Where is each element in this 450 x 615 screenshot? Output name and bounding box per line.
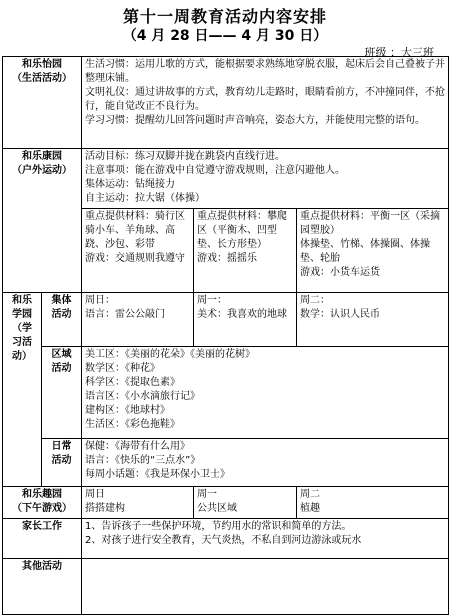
jiti-day-1 — [194, 293, 297, 347]
zone-climbing — [194, 209, 297, 293]
yiliyuan-content — [82, 57, 449, 149]
head-text: 家长工作 — [22, 521, 62, 532]
text-line: 游戏：交通规则我遵守 — [85, 253, 185, 264]
head-text: 其他活动 — [22, 561, 62, 572]
kangyuan-content — [82, 149, 449, 209]
daily-line: 语言：《快乐的“三点水”》 — [85, 455, 201, 466]
day-text — [300, 488, 445, 516]
section-head-xueyuan — [3, 293, 42, 487]
row-yiliyuan — [3, 57, 449, 149]
row-xueyuan-richang — [3, 439, 449, 487]
zone-balance — [297, 209, 449, 293]
day-text — [85, 488, 190, 516]
sub-head-richang — [42, 439, 82, 487]
text-line: 活动 — [51, 363, 72, 374]
page-title: 第十一周教育活动内容安排 — [122, 7, 327, 26]
day-text — [85, 294, 190, 322]
area-line: 数学区：《种花》 — [85, 363, 160, 374]
text-line: 和乐怡园 — [22, 59, 62, 70]
text-line: （户外运动） — [12, 165, 72, 176]
habit-line: 生活习惯：运用儿歌的方式，能根据要求熟练地穿脱衣服，起床后会自己叠被子并整理床铺。 — [85, 59, 445, 84]
text-line: 搭搭建构 — [85, 503, 125, 514]
text-line: 习活 — [12, 337, 32, 348]
text-line: （生活活动） — [12, 73, 72, 84]
head-text — [6, 58, 78, 86]
zone-text — [197, 210, 293, 266]
date-range: （4 月 28 日—— 4 月 30 日） — [122, 28, 328, 44]
daily-line: 保健：《海带有什么用》 — [85, 441, 190, 452]
text-line: 周一 — [197, 489, 217, 500]
goal-line: 活动目标：练习双脚并拢在跳袋内直线行进。 — [85, 151, 285, 162]
text-line: 重点提供材料：骑行区 — [85, 211, 185, 222]
text-line: 游戏：摇摇乐 — [197, 253, 257, 264]
quyuan-day-0 — [82, 487, 194, 519]
quyuan-day-2 — [297, 487, 449, 519]
zone-text — [85, 210, 190, 266]
richang-content — [82, 439, 449, 487]
parent-line: 1、告诉孩子一些保护环境，节约用水的常识和简单的方法。 — [85, 521, 352, 532]
note-line: 注意事项：能在游戏中自觉遵守游戏规则，注意闪避他人。 — [85, 165, 345, 176]
row-kangyuan-top — [3, 149, 449, 209]
daily-line: 每周小话题：《我是环保小卫士》 — [85, 469, 230, 480]
area-line: 生活区：《彩色拖鞋》 — [85, 419, 180, 430]
area-line: 建构区：《地球村》 — [85, 405, 170, 416]
text-line: 游戏：小货车运货 — [300, 267, 380, 278]
schedule-table — [2, 56, 449, 615]
row-quyuan — [3, 487, 449, 519]
text-line: 体操垫、竹梯、体操圈、体操垫、轮胎 — [300, 239, 430, 264]
section-head-quyuan — [3, 487, 82, 519]
zone-text — [300, 210, 445, 280]
quyu-content — [82, 347, 449, 439]
text-line: 重点提供材料：攀爬区（平衡木、凹型垫、长方形垫） — [197, 211, 287, 250]
head-text — [6, 294, 38, 364]
section-head-qita — [3, 559, 82, 615]
etiquette-line: 文明礼仪：通过讲故事的方式，教育幼儿走路时，眼睛看前方，不冲撞同伴，不抢行，能自觉改正不良行为。 — [85, 87, 445, 112]
text-line: （学 — [12, 323, 32, 334]
day-text — [197, 488, 293, 516]
free-sport-line: 自主运动：拉大锯（体操） — [85, 193, 205, 204]
class-label: 班级 ：大三班 — [364, 46, 434, 59]
text-line: 动） — [12, 351, 32, 362]
jiazhang-content — [82, 519, 449, 559]
text-line: 周二： — [300, 295, 330, 306]
text-line: 重点提供材料：平衡一区（采摘园塑胶） — [300, 211, 440, 236]
group-sport-line: 集体运动：钻绳接力 — [85, 179, 175, 190]
row-xueyuan-jiti — [3, 293, 449, 347]
text-line: 区域 — [51, 349, 72, 360]
sub-head-text — [45, 348, 78, 376]
qita-content — [82, 559, 449, 615]
section-head-kangyuan — [3, 149, 82, 293]
row-qita — [3, 559, 449, 615]
text-line: 公共区域 — [197, 503, 237, 514]
text-line: 和乐 — [12, 295, 32, 306]
text-line: 植趣 — [300, 503, 320, 514]
jiti-day-2 — [297, 293, 449, 347]
text-line: 集体 — [51, 295, 72, 306]
row-xueyuan-quyu — [3, 347, 449, 439]
text-line: 周日 — [85, 489, 105, 500]
sub-head-quyu — [42, 347, 82, 439]
text-line: 和乐康园 — [22, 151, 62, 162]
area-line: 语言区：《小水滴旅行记》 — [85, 391, 200, 402]
text-line: （下午游戏） — [12, 503, 72, 514]
sub-head-jiti — [42, 293, 82, 347]
sub-head-text — [45, 294, 78, 322]
text-line: 学园 — [12, 309, 32, 320]
text-line: 美术：我喜欢的地球 — [197, 309, 287, 320]
zone-riding — [82, 209, 194, 293]
jiti-day-0 — [82, 293, 194, 347]
area-line: 美工区：《美丽的花朵》《美丽的花树》 — [85, 349, 255, 360]
text-line: 骑小车、羊角球、高跷、沙包、彩带 — [85, 225, 175, 250]
head-text — [6, 488, 78, 516]
text-line: 周二 — [300, 489, 320, 500]
study-line: 学习习惯：提醒幼儿回答问题时声音响亮，姿态大方，并能使用完整的语句。 — [85, 115, 425, 126]
text-line: 周一： — [197, 295, 227, 306]
day-text — [197, 294, 293, 322]
sub-head-text — [45, 440, 78, 468]
section-head-yiliyuan — [3, 57, 82, 149]
section-head-jiazhang — [3, 519, 82, 559]
text-line: 周日： — [85, 295, 115, 306]
text-line: 活动 — [51, 455, 72, 466]
text-line: 语言：雷公公敲门 — [85, 309, 165, 320]
quyuan-day-1 — [194, 487, 297, 519]
text-line: 日常 — [51, 441, 72, 452]
text-line: 活动 — [51, 309, 72, 320]
text-line: 数学：认识人民币 — [300, 309, 380, 320]
row-jiazhang — [3, 519, 449, 559]
text-line: 和乐趣园 — [22, 489, 62, 500]
area-line: 科学区：《提取色素》 — [85, 377, 180, 388]
parent-line: 2、对孩子进行安全教育，天气炎热，不私自到河边游泳或玩水 — [85, 535, 362, 546]
day-text — [300, 294, 445, 322]
head-text — [6, 150, 78, 178]
